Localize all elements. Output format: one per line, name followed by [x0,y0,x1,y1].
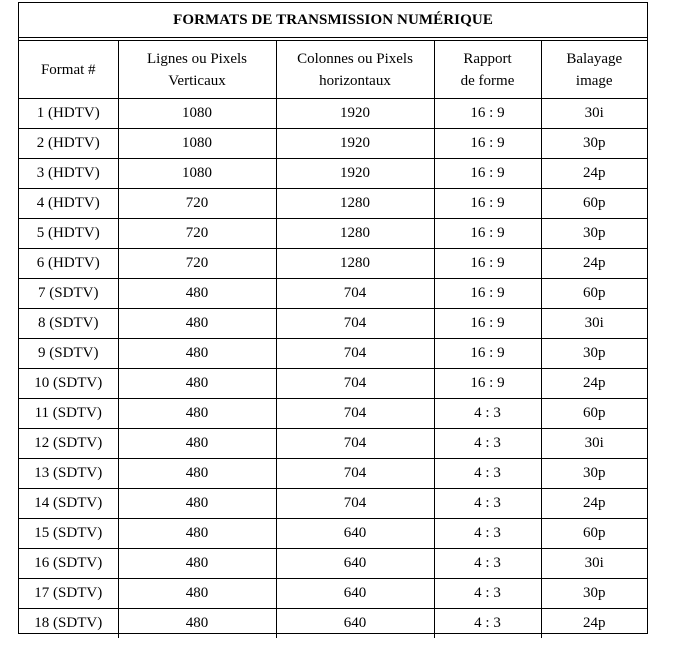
cell-ratio: 16 : 9 [434,339,541,369]
cell-vertical: 1080 [118,159,276,189]
cell-horizontal: 640 [276,519,434,549]
cell-horizontal: 704 [276,369,434,399]
cell-ratio: 4 : 3 [434,609,541,639]
cell-horizontal: 1920 [276,99,434,129]
cell-format: 8 (SDTV) [19,309,118,339]
header-horizontal-line2: horizontaux [319,72,391,89]
header-vertical-line2: Verticaux [168,72,226,89]
header-scan [541,41,647,99]
cell-scan: 30i [541,549,647,579]
cell-ratio: 16 : 9 [434,249,541,279]
cell-format: 6 (HDTV) [19,249,118,279]
header-format [19,41,118,99]
cell-vertical: 720 [118,219,276,249]
table-row [19,129,647,159]
cell-vertical: 720 [118,249,276,279]
header-ratio-line1: Rapport [463,50,512,67]
cell-scan: 30p [541,579,647,609]
cell-ratio: 4 : 3 [434,489,541,519]
table-row [19,309,647,339]
table-row [19,489,647,519]
cell-scan: 60p [541,519,647,549]
cell-horizontal: 1280 [276,249,434,279]
table-row [19,99,647,129]
cell-format: 9 (SDTV) [19,339,118,369]
cell-format: 3 (HDTV) [19,159,118,189]
cell-format: 1 (HDTV) [19,99,118,129]
table-title: FORMATS DE TRANSMISSION NUMÉRIQUE [173,11,493,28]
cell-scan: 24p [541,249,647,279]
header-horizontal-line1: Colonnes ou Pixels [297,50,413,67]
cell-format: 5 (HDTV) [19,219,118,249]
cell-vertical: 480 [118,519,276,549]
cell-vertical: 480 [118,549,276,579]
table-row [19,519,647,549]
cell-horizontal: 704 [276,429,434,459]
cell-ratio: 16 : 9 [434,189,541,219]
cell-ratio: 4 : 3 [434,429,541,459]
cell-scan: 24p [541,369,647,399]
table-row [19,609,647,639]
cell-horizontal: 704 [276,399,434,429]
cell-horizontal: 1280 [276,189,434,219]
cell-format: 14 (SDTV) [19,489,118,519]
cell-scan: 60p [541,399,647,429]
cell-vertical: 480 [118,339,276,369]
cell-format: 13 (SDTV) [19,459,118,489]
cell-ratio: 16 : 9 [434,369,541,399]
table-row [19,219,647,249]
cell-horizontal: 704 [276,339,434,369]
header-ratio-line2: de forme [460,72,515,89]
cell-scan: 60p [541,189,647,219]
cell-ratio: 4 : 3 [434,579,541,609]
cell-scan: 30p [541,339,647,369]
header-horizontal-pixels [276,41,434,99]
cell-horizontal: 640 [276,609,434,639]
cell-scan: 30i [541,429,647,459]
cell-ratio: 16 : 9 [434,279,541,309]
cell-format: 17 (SDTV) [19,579,118,609]
cell-ratio: 16 : 9 [434,129,541,159]
cell-scan: 30p [541,459,647,489]
table-row [19,279,647,309]
cell-vertical: 480 [118,489,276,519]
cell-horizontal: 640 [276,549,434,579]
cell-ratio: 4 : 3 [434,459,541,489]
cell-horizontal: 1920 [276,159,434,189]
cell-scan: 30i [541,309,647,339]
cell-vertical: 480 [118,369,276,399]
cell-horizontal: 704 [276,279,434,309]
cell-format: 16 (SDTV) [19,549,118,579]
header-vertical-line1: Lignes ou Pixels [147,50,247,67]
cell-ratio: 4 : 3 [434,549,541,579]
table-row [19,459,647,489]
cell-horizontal: 1920 [276,129,434,159]
cell-horizontal: 704 [276,489,434,519]
cell-format: 2 (HDTV) [19,129,118,159]
cell-horizontal: 640 [276,579,434,609]
cell-ratio: 4 : 3 [434,399,541,429]
cell-format: 11 (SDTV) [19,399,118,429]
cell-vertical: 480 [118,429,276,459]
cell-scan: 30p [541,129,647,159]
cell-format: 10 (SDTV) [19,369,118,399]
cell-scan: 24p [541,609,647,639]
table-row [19,249,647,279]
cell-format: 7 (SDTV) [19,279,118,309]
table-row [19,549,647,579]
cell-horizontal: 1280 [276,219,434,249]
format-table-frame [18,2,648,634]
table-row [19,339,647,369]
table-row [19,369,647,399]
cell-vertical: 480 [118,399,276,429]
header-aspect-ratio [434,41,541,99]
cell-horizontal: 704 [276,459,434,489]
table-row [19,189,647,219]
cell-vertical: 720 [118,189,276,219]
cell-ratio: 16 : 9 [434,99,541,129]
cell-vertical: 480 [118,309,276,339]
table-row [19,429,647,459]
cell-format: 12 (SDTV) [19,429,118,459]
cell-scan: 24p [541,159,647,189]
cell-ratio: 4 : 3 [434,519,541,549]
cell-vertical: 480 [118,459,276,489]
cell-scan: 30i [541,99,647,129]
cell-scan: 24p [541,489,647,519]
formats-table [19,41,647,638]
cell-vertical: 480 [118,579,276,609]
cell-ratio: 16 : 9 [434,309,541,339]
cell-format: 15 (SDTV) [19,519,118,549]
header-scan-line1: Balayage [566,50,623,67]
cell-format: 18 (SDTV) [19,609,118,639]
table-row [19,399,647,429]
cell-horizontal: 704 [276,309,434,339]
cell-scan: 60p [541,279,647,309]
cell-vertical: 480 [118,609,276,639]
header-format-label: Format # [40,61,96,78]
header-row [19,41,647,99]
table-row [19,159,647,189]
cell-ratio: 16 : 9 [434,159,541,189]
header-vertical-pixels [118,41,276,99]
cell-format: 4 (HDTV) [19,189,118,219]
cell-ratio: 16 : 9 [434,219,541,249]
header-scan-line2: image [575,72,613,89]
cell-vertical: 1080 [118,129,276,159]
cell-vertical: 480 [118,279,276,309]
cell-scan: 30p [541,219,647,249]
table-row [19,579,647,609]
cell-vertical: 1080 [118,99,276,129]
